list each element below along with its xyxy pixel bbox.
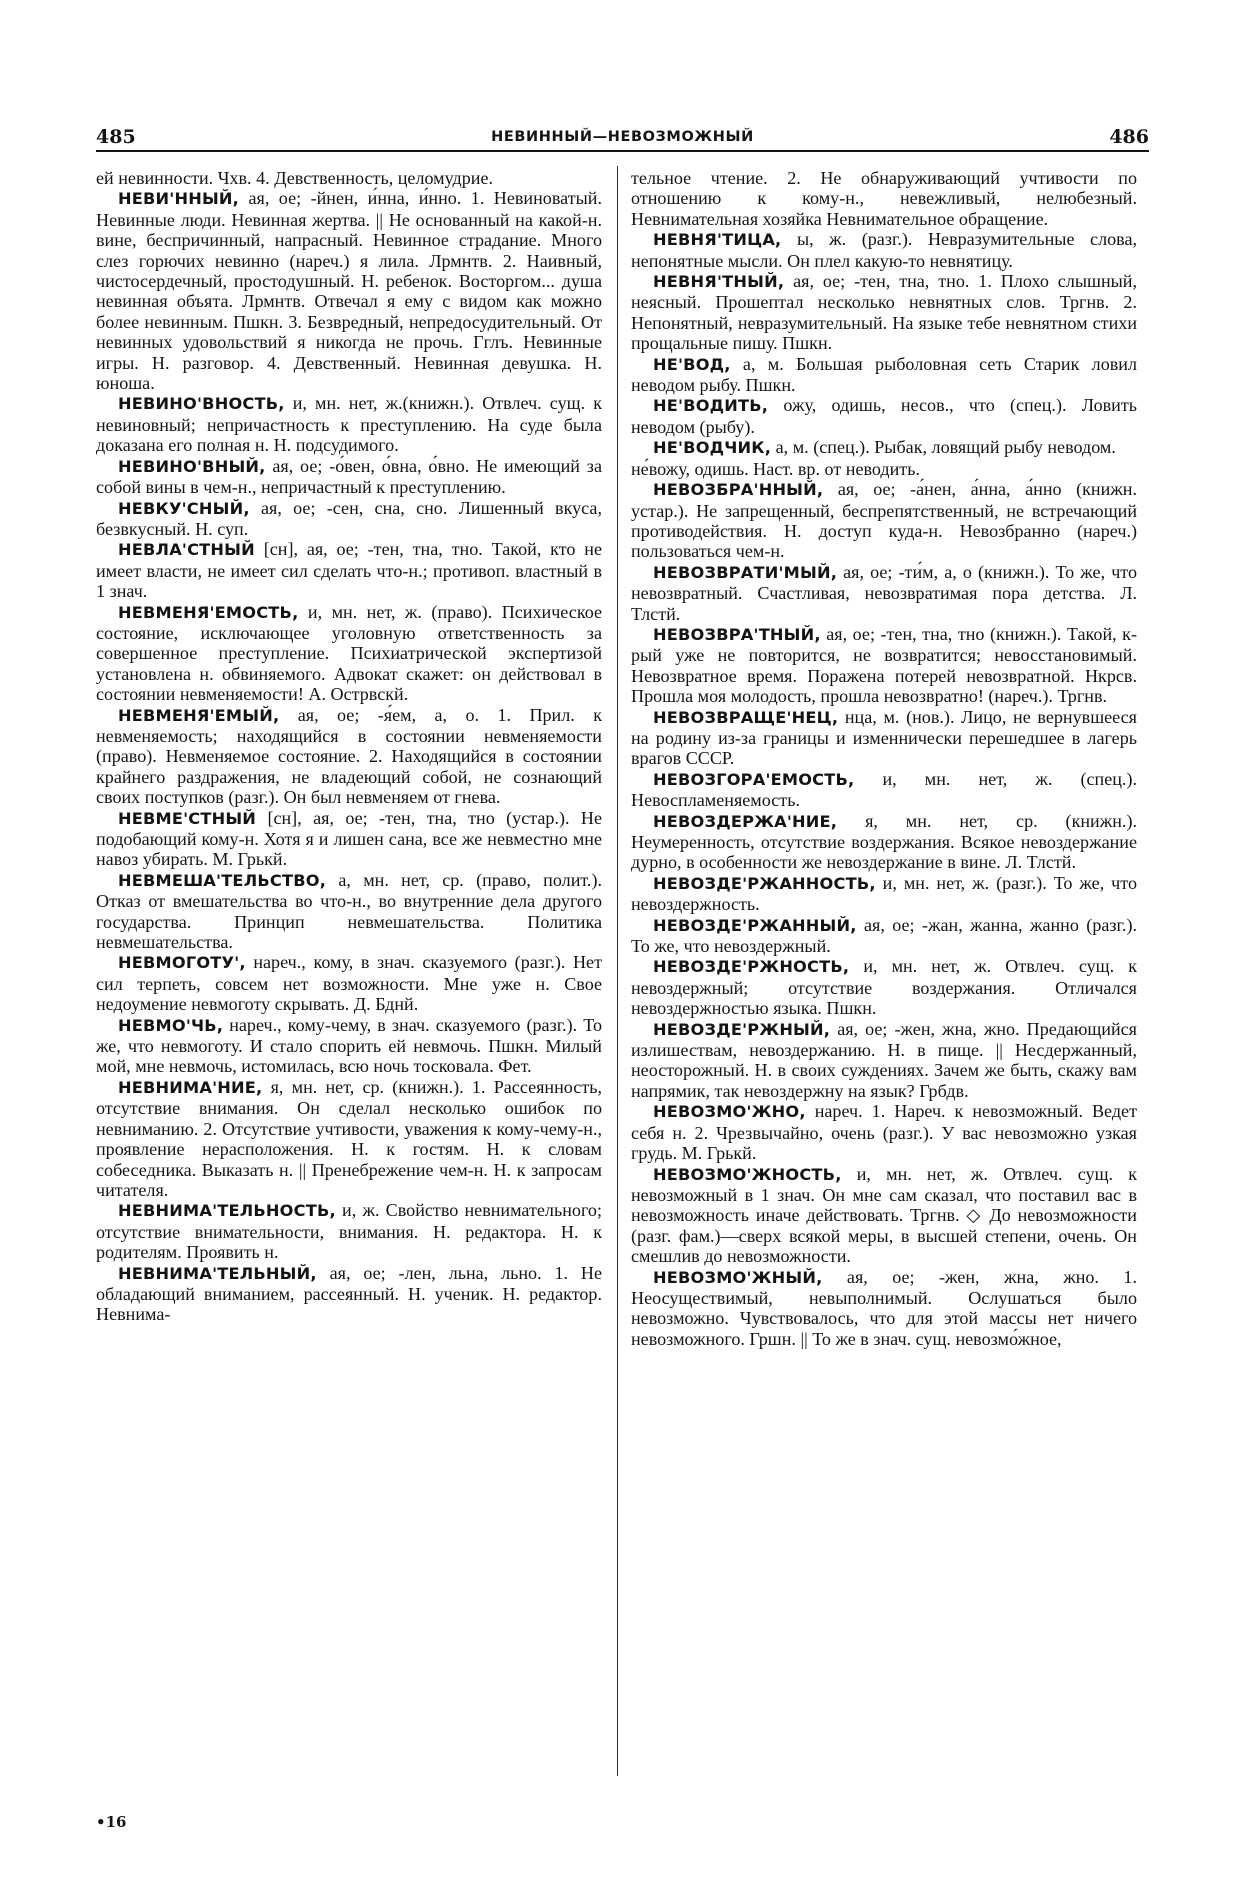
dictionary-entry: [631, 354, 1137, 396]
right-column: [631, 168, 1137, 1349]
dictionary-entry: [631, 1019, 1137, 1102]
dictionary-entry: [96, 456, 602, 498]
entry-definition: и, мн. нет, ж. (спец.). Невоспламеняемость.: [631, 768, 1137, 811]
entry-headword: НЕВНЯ'ТНЫЙ,: [653, 272, 785, 292]
entry-headword: НЕВНИМА'ТЕЛЬНЫЙ,: [118, 1263, 317, 1283]
entry-definition: а, м. (спец.). Рыбак, ловящий рыбу неводом.: [775, 437, 1116, 458]
dictionary-entry: [631, 624, 1137, 707]
entry-headword: НЕ'ВОД,: [653, 354, 731, 374]
entry-definition: ая, ое; -жен, жна, жно. Предающийся излишествам, невоздержанию. Н. в пище. || Несдержанный, неосторожный. Н. в своих суждениях. Зачем же быть, скажу вам напрямик, так невоздержну на язык? Грбдв.: [631, 1018, 1137, 1101]
running-header: [96, 118, 1149, 152]
dictionary-entry: [96, 168, 602, 188]
entry-headword: НЕВЛА'СТНЫЙ: [118, 540, 255, 560]
dictionary-entry: [631, 811, 1137, 873]
entry-definition: [сн], ая, ое; -тен, тна, тно (устар.). Не подобающий кому-н. Хотя я и лишен сана, все же невместно мне навоз убирать. М. Грькй.: [96, 807, 602, 870]
entry-headword: НЕВМЕНЯ'ЕМОСТЬ,: [118, 602, 299, 622]
dictionary-entry: [96, 808, 602, 870]
entry-definition: тельное чтение. 2. Не обнаруживающий учтивости по отношению к кому-н., невежливый, нелюбезный. Невнимательная хозяйка Невнимательное обращение.: [631, 168, 1137, 229]
entry-headword: НЕВОЗДЕ'РЖАННЫЙ,: [653, 915, 857, 935]
entry-headword: НЕВОЗГОРА'ЕМОСТЬ,: [653, 769, 855, 789]
entry-definition: ая, ое; -жен, жна, жно. 1. Неосуществимый, невыполнимый. Ослушаться было невозможно. Чувствовалось, что для этой массы нет ничего невозможного. Гршн. || То же в знач. сущ. невозмо́жное,: [631, 1266, 1137, 1349]
entry-definition: и, мн. нет, ж. Отвлеч. сущ. к невоздержный; отсутствие воздержания. Отличался невоздержностью языка. Пшкн.: [631, 956, 1137, 1019]
entry-headword: НЕВОЗДЕ'РЖНЫЙ,: [653, 1019, 831, 1039]
entry-definition: я, мн. нет, ср. (книжн.). Неумеренность, отсутствие воздержания. Всякое невоздержание дурно, в особенности же невоздержание в вине. Л. Тлстй.: [631, 810, 1137, 873]
entry-definition: ая, ое; -йнен, и́нна, и́нно. 1. Невиноватый. Невинные люди. Невинная жертва. || Не основанный на какой-н. вине, беспричинный, напрасный. Невинное страдание. Много слез горючих невинно (нареч.) я лила. Лрмнтв. 2. Наивный, чистосердечный, простодушный. Н. ребенок. Восторгом... душа невинная объята. Лрмнтв. Отвечал я ему с видом как можно более невинным. Пшкн. 3. Безвредный, непредосудительный. От невинных удовольствий я никогда не прочь. Гглъ. Невинные игры. Н. разговор. 4. Девственный. Невинная девушка. Н. юноша.: [96, 188, 602, 394]
entry-definition: ая, ое; -жан, жанна, жанно (разг.). То же, что невоздержный.: [631, 914, 1137, 957]
entry-headword: НЕВОЗВРАТИ'МЫЙ,: [653, 562, 838, 582]
page-number-right: 486: [1109, 126, 1149, 148]
entry-headword: НЕВМОГОТУ',: [118, 953, 246, 973]
entry-definition: ы, ж. (разг.). Невразумительные слова, непонятные мысли. Он плел какую-то невнятицу.: [631, 229, 1137, 271]
running-title: НЕВИННЫЙ—НЕВОЗМОЖНЫЙ: [491, 129, 754, 145]
entry-headword: НЕВОЗДЕ'РЖНОСТЬ,: [653, 957, 850, 977]
dictionary-entry: [631, 437, 1137, 458]
dictionary-entry: [631, 395, 1137, 437]
entry-definition: ая, ое; -тен, тна, тно. 1. Плохо слышный, неясный. Прошептал несколько невнятных слов. Тргнв. 2. Непонятный, невразумительный. На языке тебе невнятном стихи прощальные пишу. Пшкн.: [631, 271, 1137, 354]
entry-definition: ая, ое; -лен, льна, льно. 1. Не обладающий вниманием, рассеянный. Н. ученик. Н. редактор. Невнима-: [96, 1262, 603, 1325]
entry-definition: и, ж. Свойство невнимательного; отсутствие внимательности, внимания. Н. редактора. Н. к родителям. Проявить н.: [96, 1200, 602, 1263]
entry-definition: нца, м. (нов.). Лицо, не вернувшееся на родину из-за границы и изменнически перешедшее в лагерь врагов СССР.: [631, 706, 1137, 769]
dictionary-entry: [631, 479, 1137, 562]
dictionary-entry: [631, 1101, 1137, 1163]
entry-definition: и, мн. нет, ж. (разг.). То же, что невоздержность.: [631, 872, 1137, 915]
dictionary-entry: [96, 498, 602, 540]
dictionary-entry: [96, 602, 602, 705]
dictionary-entry: [96, 393, 602, 455]
entry-definition: ожу, одишь, несов., что (спец.). Ловить неводом (рыбу).: [631, 395, 1137, 437]
dictionary-entry: [631, 769, 1137, 811]
entry-definition: ая, ое; -тен, тна, тно (книжн.). Такой, к-рый уже не повторится, не возвратится; невосстановимый. Невозвратное время. Поражена потерей невозвратной. Нкрсв. Прошла моя молодость, прошла невозвратно! (нареч.). Тргнв.: [631, 623, 1137, 707]
dictionary-entry: [96, 705, 602, 808]
dictionary-entry: [631, 956, 1137, 1018]
entry-definition: ая, ое; -сен, сна, сно. Лишенный вкуса, безвкусный. Н. суп.: [96, 497, 602, 539]
dictionary-entry: [96, 952, 602, 1014]
dictionary-entry: [631, 459, 1137, 479]
entry-definition: а, мн. нет, ср. (право, полит.). Отказ от вмешательства во что-н., во внутренние дела другого государства. Принцип невмешательства. Политика невмешательства.: [96, 869, 602, 953]
dictionary-entry: [631, 168, 1137, 229]
entry-headword: НЕВОЗДЕРЖА'НИЕ,: [653, 811, 838, 831]
entry-definition: и, мн. нет, ж. Отвлеч. сущ. к невозможный в 1 знач. Он мне сам сказал, что поставил вас в невозможность иначе действовать. Тргнв. ◇ До невозможности (разг. фам.)—сверх всякой меры, в высшей степени, очень. Он смешлив до невозможности.: [631, 1163, 1137, 1267]
entry-headword: НЕВОЗДЕ'РЖАННОСТЬ,: [653, 873, 876, 893]
entry-definition: и, мн. нет, ж.(книжн.). Отвлеч. сущ. к невиновный; непричастность к преступлению. На суде была доказана его полная н. Н. подсудимого.: [96, 393, 602, 456]
entry-headword: НЕВОЗМО'ЖНОСТЬ,: [653, 1164, 842, 1184]
entry-headword: НЕВМЕ'СТНЫЙ: [118, 808, 257, 828]
dictionary-entry: [96, 539, 602, 601]
dictionary-entry: [631, 229, 1137, 271]
entry-headword: НЕВОЗМО'ЖНЫЙ,: [653, 1267, 823, 1287]
dictionary-entry: [631, 707, 1137, 769]
entry-headword: НЕВНЯ'ТИЦА,: [653, 230, 782, 250]
entry-headword: НЕВМО'ЧЬ,: [118, 1015, 224, 1035]
dictionary-entry: [96, 1015, 602, 1077]
entry-definition: ая, ое; -ти́м, а, о (книжн.). То же, что невозвратный. Счастливая, невозвратимая пора детства. Л. Тлстй.: [631, 561, 1138, 624]
entry-headword: НЕВИ'ННЫЙ,: [118, 189, 240, 209]
entry-headword: НЕВНИМА'НИЕ,: [118, 1077, 263, 1097]
entry-headword: НЕВОЗБРА'ННЫЙ,: [653, 480, 824, 500]
entry-definition: ей невинности. Чхв. 4. Девственность, целомудрие.: [96, 168, 494, 188]
entry-headword: НЕ'ВОДИТЬ,: [653, 396, 769, 416]
entry-definition: нареч., кому, в знач. сказуемого (разг.). Нет сил терпеть, совсем нет возможности. Мне уже н. Свое недоумение невмоготу скрывать. Д. Бднй.: [96, 952, 602, 1015]
dictionary-entry: [631, 915, 1137, 957]
entry-headword: НЕВКУ'СНЫЙ,: [118, 498, 250, 518]
dictionary-entry: [631, 1267, 1137, 1350]
dictionary-entry: [96, 188, 602, 393]
printer-signature-mark: •16: [96, 1813, 127, 1831]
dictionary-entry: [96, 1200, 602, 1262]
entry-headword: НЕВМЕША'ТЕЛЬСТВО,: [118, 870, 327, 890]
dictionary-entry: [631, 873, 1137, 915]
entry-headword: НЕВИНО'ВНЫЙ,: [118, 456, 266, 476]
dictionary-entry: [96, 1077, 602, 1200]
entry-definition: нареч., кому-чему, в знач. сказуемого (разг.). То же, что невмоготу. И стало спорить ей невмочь. Пшкн. Милый мой, мне невмочь, истомилась, всю ночь тосковала. Фет.: [96, 1014, 602, 1077]
entry-definition: а, м. Большая рыболовная сеть Старик ловил неводом рыбу. Пшкн.: [631, 353, 1137, 396]
entry-definition: ая, ое; -о́вен, о́вна, о́вно. Не имеющий за собой вины в чем-н., непричастный к преступлению.: [96, 455, 602, 498]
dictionary-entry: [631, 1164, 1137, 1267]
dictionary-entry: [631, 562, 1137, 624]
entry-headword: НЕВМЕНЯ'ЕМЫЙ,: [118, 705, 280, 725]
column-divider: [617, 166, 618, 1776]
left-column: [96, 168, 602, 1325]
entry-headword: НЕВОЗВРА'ТНЫЙ,: [653, 624, 821, 644]
entry-definition: и, мн. нет, ж. (право). Психическое состояние, исключающее уголовную ответственность за совершенное преступление. Психиатрической экспертизой установлена н. обвиняемого. Адвокат скажет: он действовал в состоянии невменяемости! А. Острвскй.: [96, 601, 602, 705]
entry-headword: НЕВОЗМО'ЖНО,: [653, 1102, 806, 1122]
dictionary-entry: [631, 271, 1137, 354]
entry-definition: я, мн. нет, ср. (книжн.). 1. Рассеянность, отсутствие внимания. Он сделал несколько ошибок по невниманию. 2. Отсутствие учтивости, уважения к кому-чему-н., проявление нерасположения. Н. к гостям. Н. к словам собеседника. Выказать н. || Пренебрежение чем-н. Н. к запросам читателя.: [96, 1076, 603, 1200]
entry-headword: НЕВОЗВРАЩЕ'НЕЦ,: [653, 707, 839, 727]
entry-headword: НЕВИНО'ВНОСТЬ,: [118, 394, 285, 414]
entry-definition: нареч. 1. Нареч. к невозможный. Ведет себя н. 2. Чрезвычайно, очень (разг.). У вас невозможно узкая грудь. М. Грькй.: [631, 1101, 1137, 1164]
entry-headword: НЕВНИМА'ТЕЛЬНОСТЬ,: [118, 1201, 336, 1221]
entry-definition: ая, ое; -я́ем, а, о. 1. Прил. к невменяемость; находящийся в состоянии невменяемости (право). Невменяемое состояние. 2. Находящийся в состоянии крайнего раздражения, не владеющий собой, не сознающий своих поступков (разг.). Он был невменяем от гнева.: [96, 704, 602, 808]
dictionary-entry: [96, 870, 602, 953]
entry-definition: не́вожу, одишь. Наст. вр. от неводить.: [631, 458, 920, 479]
entry-headword: НЕ'ВОДЧИК,: [653, 438, 772, 458]
page-number-left: 485: [96, 126, 136, 148]
entry-definition: [сн], ая, ое; -тен, тна, тно. Такой, кто не имеет власти, не имеет сил сделать что-н.; противоп. властный в 1 знач.: [96, 539, 602, 602]
dictionary-entry: [96, 1263, 602, 1325]
entry-definition: ая, ое; -а́нен, а́нна, а́нно (книжн. устар.). Не запрещенный, беспрепятственный, не встречающий противодействия. Н. доступ куда-н. Невозбранно (нареч.) пользоваться чем-н.: [631, 479, 1137, 562]
